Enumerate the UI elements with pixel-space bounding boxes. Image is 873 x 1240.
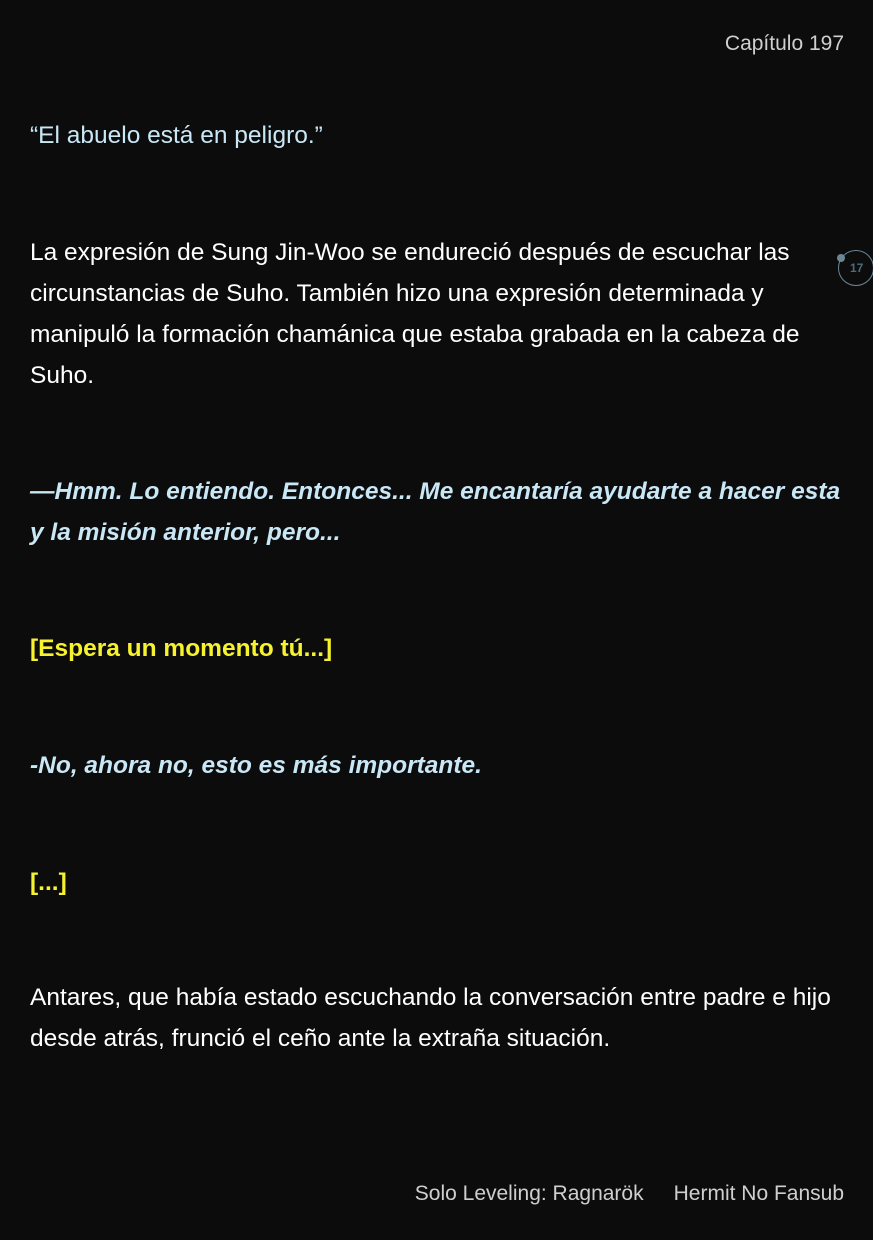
system-message: [Espera un momento tú...] bbox=[30, 635, 333, 662]
page-marker-number: 17 bbox=[850, 261, 864, 275]
narration-paragraph: La expresión de Sung Jin-Woo se endureció después de escuchar las circunstancias de Suho. También hizo una expresión determinada y manipuló la formación chamánica que estaba grabada en la cabeza de Suho. bbox=[30, 239, 800, 389]
novel-title: Solo Leveling: Ragnarök bbox=[414, 1182, 644, 1205]
chapter-label: Capítulo 197 bbox=[724, 32, 844, 55]
page-marker-button[interactable] bbox=[838, 250, 873, 286]
quote-paragraph: “El abuelo está en peligro.” bbox=[30, 122, 323, 149]
narration-paragraph: Antares, que había estado escuchando la conversación entre padre e hijo desde atrás, frunció el ceño ante la extraña situación. bbox=[30, 984, 831, 1052]
marker-dot-icon bbox=[837, 254, 845, 262]
translator-credit: Hermit No Fansub bbox=[673, 1182, 844, 1205]
dialogue-paragraph: -No, ahora no, esto es más importante. bbox=[30, 752, 482, 779]
dialogue-paragraph: —Hmm. Lo entiendo. Entonces... Me encantaría ayudarte a hacer esta y la misión anterior, pero... bbox=[30, 478, 841, 546]
system-message: [...] bbox=[30, 869, 67, 896]
footer bbox=[415, 1182, 844, 1206]
